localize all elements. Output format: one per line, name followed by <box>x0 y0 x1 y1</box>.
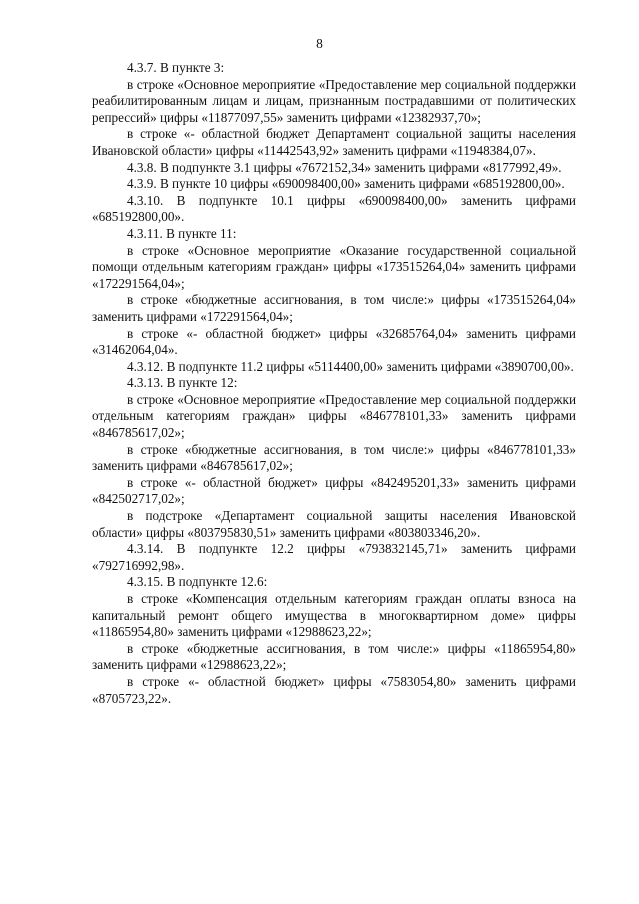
paragraph-4-3-8: 4.3.8. В подпункте 3.1 цифры «7672152,34» заменить цифрами «8177992,49». <box>127 159 562 175</box>
paragraph-4-3-15-line-2: в строке «бюджетные ассигнования, в том числе:» цифры «11865954,80» заменить цифрами «12988623,22»; <box>92 640 576 673</box>
page-number: 8 <box>316 36 323 51</box>
paragraph-4-3-13-line-2: в строке «бюджетные ассигнования, в том числе:» цифры «846778101,33» заменить цифрами «846785617,02»; <box>92 441 576 474</box>
paragraph-4-3-14: 4.3.14. В подпункте 12.2 цифры «793832145,71» заменить цифрами «792716992,98». <box>92 541 576 573</box>
paragraph-4-3-11-line-2: в строке «бюджетные ассигнования, в том числе:» цифры «173515264,04» заменить цифрами «172291564,04»; <box>92 292 576 324</box>
paragraph-4-3-11-line-3: в строке «- областной бюджет» цифры «32685764,04» заменить цифрами «31462064,04». <box>92 325 576 358</box>
document-body <box>92 60 576 707</box>
paragraph-4-3-15-line-1: в строке «Компенсация отдельным категориям граждан оплаты взноса на капитальный ремонт общего имущества в многоквартирном доме» цифры «11865954,80» заменить цифрами «12988623,22»; <box>92 591 576 640</box>
paragraph-4-3-15-line-3: в строке «- областной бюджет» цифры «7583054,80» заменить цифрами «8705723,22». <box>92 673 576 706</box>
paragraph-4-3-13-line-3: в строке «- областной бюджет» цифры «842495201,33» заменить цифрами «842502717,02»; <box>92 474 576 507</box>
paragraph-4-3-13-heading: 4.3.13. В пункте 12: <box>127 375 238 391</box>
paragraph-4-3-11-line-1: в строке «Основное мероприятие «Оказание государственной социальной помощи отдельным категориям граждан» цифры «173515264,04» заменить цифрами «172291564,04»; <box>92 242 576 291</box>
paragraph-4-3-7-heading: 4.3.7. В пункте 3: <box>127 60 225 75</box>
paragraph-4-3-13-line-4: в подстроке «Департамент социальной защиты населения Ивановской области» цифры «803795830,51» заменить цифрами «803803346,20». <box>92 508 576 540</box>
paragraph-4-3-12: 4.3.12. В подпункте 11.2 цифры «5114400,00» заменить цифрами «3890700,00». <box>127 358 574 374</box>
paragraph-4-3-7-line-2: в строке «- областной бюджет Департамент социальной защиты населения Ивановской области» цифры «11442543,92» заменить цифрами «11948384,07». <box>92 126 576 158</box>
paragraph-4-3-10: 4.3.10. В подпункте 10.1 цифры «690098400,00» заменить цифрами «685192800,00». <box>92 192 576 225</box>
paragraph-4-3-13-line-1: в строке «Основное мероприятие «Предоставление мер социальной поддержки отдельным категориям граждан» цифры «846778101,33» заменить цифрами «846785617,02»; <box>92 391 576 441</box>
paragraph-4-3-15-heading: 4.3.15. В подпункте 12.6: <box>127 574 268 590</box>
paragraph-4-3-7-line-1: в строке «Основное мероприятие «Предоставление мер социальной поддержки реабилитированным лицам и лицам, признанным пострадавшими от политических репрессий» цифры «11877097,55» заменить цифрами «12382937,70»; <box>92 76 576 125</box>
paragraph-4-3-9: 4.3.9. В пункте 10 цифры «690098400,00» заменить цифрами «685192800,00». <box>127 176 565 192</box>
paragraph-4-3-11-heading: 4.3.11. В пункте 11: <box>127 225 237 241</box>
